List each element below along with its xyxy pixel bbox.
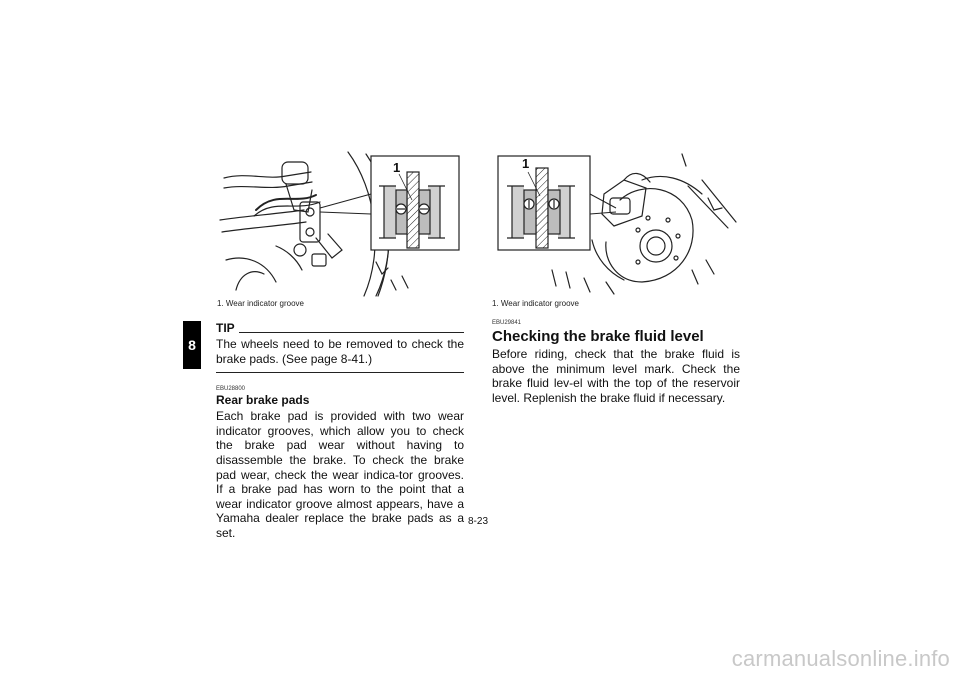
figure-caption-right: 1. Wear indicator groove — [492, 299, 580, 308]
brake-fluid-ref-code: EBU29841 — [492, 320, 522, 326]
tip-label: TIP — [216, 321, 235, 335]
brake-fluid-text: Before riding, check that the brake fluid is above the minimum level mark. Check the brake fluid lev-el with the top of the reservoir level. Replenish the brake fluid if necessary. — [492, 347, 740, 405]
brake-caliper-illustration-left — [216, 150, 464, 298]
chapter-tab: 8 — [183, 321, 201, 369]
brake-caliper-illustration-right — [492, 150, 740, 298]
left-column — [216, 320, 464, 541]
callout-number-right: 1 — [522, 156, 530, 171]
tip-text: The wheels need to be removed to check the brake pads. (See page 8-41.) — [216, 337, 464, 366]
rear-brake-pads-text: Each brake pad is provided with two wear indicator grooves, which allow you to check the brake pad wear without having to disassemble the brake. To check the brake pad wear, check the wear indica-tor grooves. If a brake pad has worn to the point that a wear indicator groove almost appears, have a Yamaha dealer replace the brake pads as a set. — [216, 409, 464, 540]
watermark-text: carmanualsonline.info — [731, 646, 950, 671]
page-number: 8-23 — [468, 516, 489, 527]
tip-box — [216, 320, 464, 373]
brake-fluid-heading: Checking the brake fluid level — [492, 328, 704, 345]
rear-brake-pads-ref-code: EBU28800 — [216, 386, 246, 393]
figure-caption-left: 1. Wear indicator groove — [217, 299, 305, 308]
tip-top-rule — [239, 332, 464, 333]
rear-brake-pads-heading: Rear brake pads — [216, 393, 310, 408]
right-column — [492, 320, 740, 405]
callout-number-left: 1 — [393, 160, 401, 175]
